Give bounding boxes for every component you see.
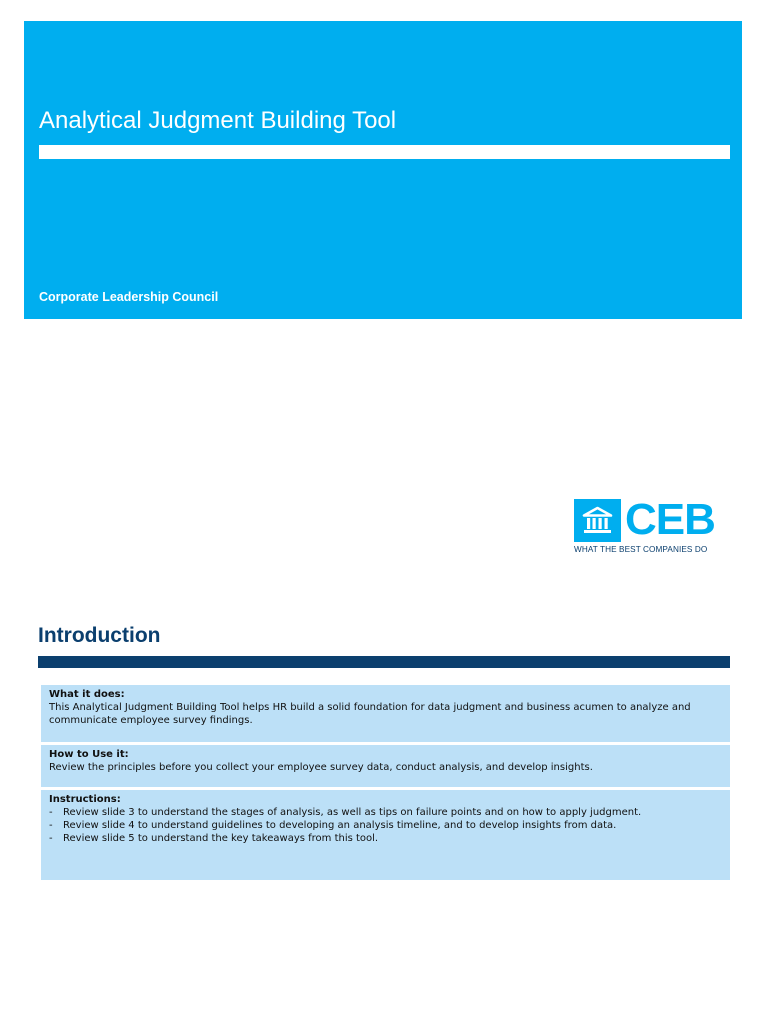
document-title: Analytical Judgment Building Tool bbox=[39, 107, 397, 134]
ceb-logo bbox=[574, 495, 734, 561]
title-banner bbox=[24, 21, 742, 319]
instructions-box bbox=[41, 790, 730, 880]
how-to-use-text: Review the principles before you collect your employee survey data, conduct analysis, and develop insights. bbox=[49, 762, 593, 773]
introduction-divider bbox=[38, 656, 730, 668]
introduction-heading: Introduction bbox=[38, 624, 161, 647]
instructions-label: Instructions: bbox=[49, 794, 121, 805]
instructions-list bbox=[49, 806, 722, 845]
what-it-does-box bbox=[41, 685, 730, 742]
logo-tagline: WHAT THE BEST COMPANIES DO bbox=[574, 545, 708, 554]
logo-wordmark: CEB bbox=[625, 495, 715, 544]
institution-building-icon bbox=[574, 499, 621, 542]
organization-name: Corporate Leadership Council bbox=[39, 290, 219, 304]
title-divider bbox=[39, 145, 730, 159]
how-to-use-box bbox=[41, 745, 730, 787]
what-it-does-label: What it does: bbox=[49, 689, 125, 700]
instruction-item: - Review slide 5 to understand the key takeaways from this tool. bbox=[49, 832, 722, 845]
instruction-item: - Review slide 3 to understand the stages of analysis, as well as tips on failure points and on how to apply judgment. bbox=[49, 806, 722, 819]
what-it-does-text: This Analytical Judgment Building Tool helps HR build a solid foundation for data judgment and business acumen to analyze and communicate employee survey findings. bbox=[49, 702, 691, 726]
instruction-item: - Review slide 4 to understand guidelines to developing an analysis timeline, and to develop insights from data. bbox=[49, 819, 722, 832]
how-to-use-label: How to Use it: bbox=[49, 749, 129, 760]
